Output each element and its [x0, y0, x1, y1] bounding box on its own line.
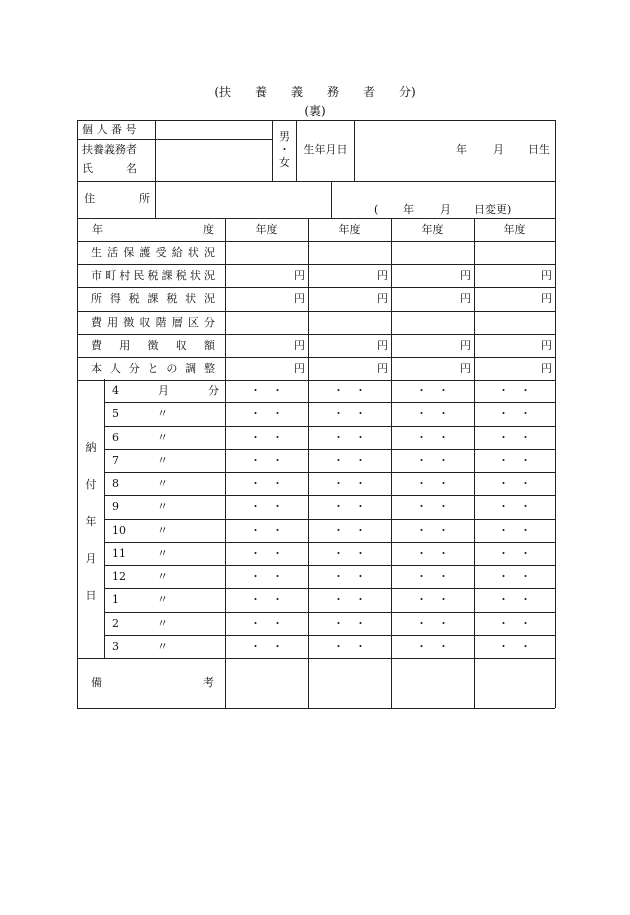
payment-date-field[interactable]: ・ ・: [333, 500, 366, 513]
payment-date-field[interactable]: ・ ・: [333, 617, 366, 630]
payment-month-number: 11: [112, 547, 126, 560]
year-label-2: 度: [203, 223, 214, 236]
rule: [104, 449, 555, 450]
ditto-mark: 〃: [157, 524, 168, 537]
yen-unit: 円: [541, 362, 552, 375]
year-column-1: 年度: [255, 223, 278, 236]
payment-date-field[interactable]: ・ ・: [333, 407, 366, 420]
status-row-label: 費 用 徴 収 額: [91, 339, 215, 352]
remarks-label-1: 備: [91, 676, 102, 689]
status-row-label: 費 用 徴 収 階 層 区 分: [91, 316, 215, 329]
payment-date-field[interactable]: ・ ・: [250, 431, 283, 444]
status-row-label: 生 活 保 護 受 給 状 況: [91, 246, 215, 259]
payment-date-field[interactable]: ・ ・: [333, 384, 366, 397]
payment-date-field[interactable]: ・ ・: [250, 524, 283, 537]
rule: [77, 708, 555, 709]
payment-date-field[interactable]: ・ ・: [416, 617, 449, 630]
rule: [354, 120, 355, 181]
payment-date-field[interactable]: ・ ・: [498, 593, 531, 606]
payment-date-field[interactable]: ・ ・: [333, 477, 366, 490]
payment-month-unit: 月: [158, 384, 169, 397]
payment-date-field[interactable]: ・ ・: [416, 524, 449, 537]
payment-date-field[interactable]: ・ ・: [250, 454, 283, 467]
payment-date-field[interactable]: ・ ・: [333, 431, 366, 444]
yen-unit: 円: [294, 339, 305, 352]
payment-month-number: 8: [112, 477, 119, 490]
birth-month: 月: [493, 143, 504, 156]
yen-unit: 円: [541, 269, 552, 282]
payment-side-label: 付: [85, 478, 97, 491]
payment-side-label: 日: [85, 589, 97, 602]
rule: [104, 495, 555, 496]
yen-unit: 円: [460, 292, 471, 305]
personal-number-label: 個 人 番 号: [82, 123, 137, 136]
birth-year: 年: [456, 143, 467, 156]
ditto-mark: 〃: [157, 593, 168, 606]
payment-date-field[interactable]: ・ ・: [498, 431, 531, 444]
ditto-mark: 〃: [157, 407, 168, 420]
rule: [104, 542, 555, 543]
rule: [104, 565, 555, 566]
yen-unit: 円: [377, 269, 388, 282]
rule: [104, 472, 555, 473]
status-row-label: 本 人 分 と の 調 整: [91, 362, 215, 375]
payment-date-field[interactable]: ・ ・: [498, 407, 531, 420]
payment-date-field[interactable]: ・ ・: [250, 500, 283, 513]
rule: [77, 241, 555, 242]
payment-date-field[interactable]: ・ ・: [498, 524, 531, 537]
rule: [77, 139, 272, 140]
payment-month-number: 7: [112, 454, 119, 467]
rule: [77, 287, 555, 288]
ditto-mark: 〃: [157, 500, 168, 513]
payment-date-field[interactable]: ・ ・: [498, 547, 531, 560]
rule: [77, 357, 555, 358]
payment-month-number: 9: [112, 500, 119, 513]
ditto-mark: 〃: [157, 477, 168, 490]
rule: [104, 635, 555, 636]
rule: [77, 120, 555, 121]
payment-date-field[interactable]: ・ ・: [333, 454, 366, 467]
rule: [77, 334, 555, 335]
change-close: 日変更): [474, 203, 512, 216]
name-label-2: 氏 名: [82, 162, 137, 175]
payment-date-field[interactable]: ・ ・: [333, 570, 366, 583]
rule: [104, 519, 555, 520]
rule: [104, 588, 555, 589]
ditto-mark: 〃: [157, 547, 168, 560]
payment-month-number: 12: [112, 570, 126, 583]
yen-unit: 円: [460, 339, 471, 352]
status-row-label: 市 町 村 民 税 課 税 状 況: [91, 269, 215, 282]
ditto-mark: 〃: [157, 454, 168, 467]
rule: [104, 612, 555, 613]
payment-month-number: 10: [112, 524, 126, 537]
payment-date-field[interactable]: ・ ・: [250, 477, 283, 490]
year-column-3: 年度: [421, 223, 444, 236]
payment-month-number: 6: [112, 431, 119, 444]
yen-unit: 円: [377, 362, 388, 375]
name-field[interactable]: [159, 142, 269, 179]
rule: [77, 264, 555, 265]
address-field[interactable]: [158, 184, 328, 216]
rule: [555, 120, 556, 708]
payment-date-field[interactable]: ・ ・: [250, 640, 283, 653]
payment-date-field[interactable]: ・ ・: [250, 617, 283, 630]
payment-date-field[interactable]: ・ ・: [250, 407, 283, 420]
change-month: 月: [440, 203, 451, 216]
name-label-1: 扶養義務者: [82, 143, 137, 156]
yen-unit: 円: [377, 339, 388, 352]
form-subtitle: (裏): [304, 104, 326, 118]
payment-date-field[interactable]: ・ ・: [416, 640, 449, 653]
yen-unit: 円: [541, 339, 552, 352]
payment-month-number: 4: [112, 384, 119, 397]
payment-date-field[interactable]: ・ ・: [498, 570, 531, 583]
payment-date-field[interactable]: ・ ・: [333, 524, 366, 537]
status-row-label: 所 得 税 課 税 状 況: [91, 292, 215, 305]
payment-date-field[interactable]: ・ ・: [498, 500, 531, 513]
yen-unit: 円: [294, 269, 305, 282]
payment-month-number: 5: [112, 407, 119, 420]
payment-date-field[interactable]: ・ ・: [416, 500, 449, 513]
payment-date-field[interactable]: ・ ・: [498, 617, 531, 630]
year-label-1: 年: [92, 223, 103, 236]
ditto-mark: 〃: [157, 570, 168, 583]
address-label-2: 所: [139, 192, 150, 205]
payment-date-field[interactable]: ・ ・: [250, 570, 283, 583]
rule: [104, 402, 555, 403]
birth-day: 日生: [528, 143, 550, 156]
payment-side-label: 月: [85, 552, 97, 565]
rule: [155, 181, 156, 218]
year-column-4: 年度: [503, 223, 526, 236]
rule: [331, 181, 332, 218]
address-label-1: 住: [84, 192, 95, 205]
yen-unit: 円: [294, 292, 305, 305]
ditto-mark: 〃: [157, 617, 168, 630]
payment-date-field[interactable]: ・ ・: [498, 454, 531, 467]
rule: [77, 218, 555, 219]
rule: [77, 120, 78, 708]
payment-date-field[interactable]: ・ ・: [333, 640, 366, 653]
yen-unit: 円: [294, 362, 305, 375]
payment-date-field[interactable]: ・ ・: [498, 477, 531, 490]
year-column-2: 年度: [338, 223, 361, 236]
gender-male: 男: [279, 130, 290, 143]
rule: [77, 658, 555, 659]
payment-date-field[interactable]: ・ ・: [250, 384, 283, 397]
yen-unit: 円: [541, 292, 552, 305]
payment-date-field[interactable]: ・ ・: [416, 384, 449, 397]
payment-date-field[interactable]: ・ ・: [416, 477, 449, 490]
remarks-label-2: 考: [203, 676, 214, 689]
yen-unit: 円: [377, 292, 388, 305]
gender-dot: ・: [279, 143, 290, 156]
payment-date-field[interactable]: ・ ・: [416, 407, 449, 420]
change-open: (: [374, 203, 379, 216]
rule: [155, 120, 156, 181]
payment-date-field[interactable]: ・ ・: [250, 593, 283, 606]
personal-number-field[interactable]: [159, 122, 269, 138]
gender-female: 女: [279, 156, 290, 169]
payment-date-field[interactable]: ・ ・: [250, 547, 283, 560]
payment-date-field[interactable]: ・ ・: [498, 640, 531, 653]
rule: [77, 380, 555, 381]
payment-date-field[interactable]: ・ ・: [416, 570, 449, 583]
payment-date-field[interactable]: ・ ・: [498, 384, 531, 397]
payment-date-field[interactable]: ・ ・: [416, 547, 449, 560]
birth-label: 生年月日: [303, 143, 348, 156]
form-title: (扶 養 義 務 者 分): [214, 85, 416, 99]
ditto-mark: 〃: [157, 640, 168, 653]
rule: [104, 426, 555, 427]
yen-unit: 円: [460, 362, 471, 375]
payment-date-field[interactable]: ・ ・: [416, 593, 449, 606]
payment-month-suffix: 分: [208, 384, 219, 397]
payment-date-field[interactable]: ・ ・: [333, 593, 366, 606]
payment-month-number: 1: [112, 593, 119, 606]
payment-date-field[interactable]: ・ ・: [416, 431, 449, 444]
payment-date-field[interactable]: ・ ・: [416, 454, 449, 467]
ditto-mark: 〃: [157, 431, 168, 444]
rule: [77, 311, 555, 312]
payment-side-label: 年: [85, 515, 97, 528]
payment-month-number: 2: [112, 617, 119, 630]
payment-side-label: 納: [85, 441, 97, 454]
rule: [77, 181, 555, 182]
payment-date-field[interactable]: ・ ・: [333, 547, 366, 560]
yen-unit: 円: [460, 269, 471, 282]
change-year: 年: [403, 203, 414, 216]
payment-month-number: 3: [112, 640, 119, 653]
